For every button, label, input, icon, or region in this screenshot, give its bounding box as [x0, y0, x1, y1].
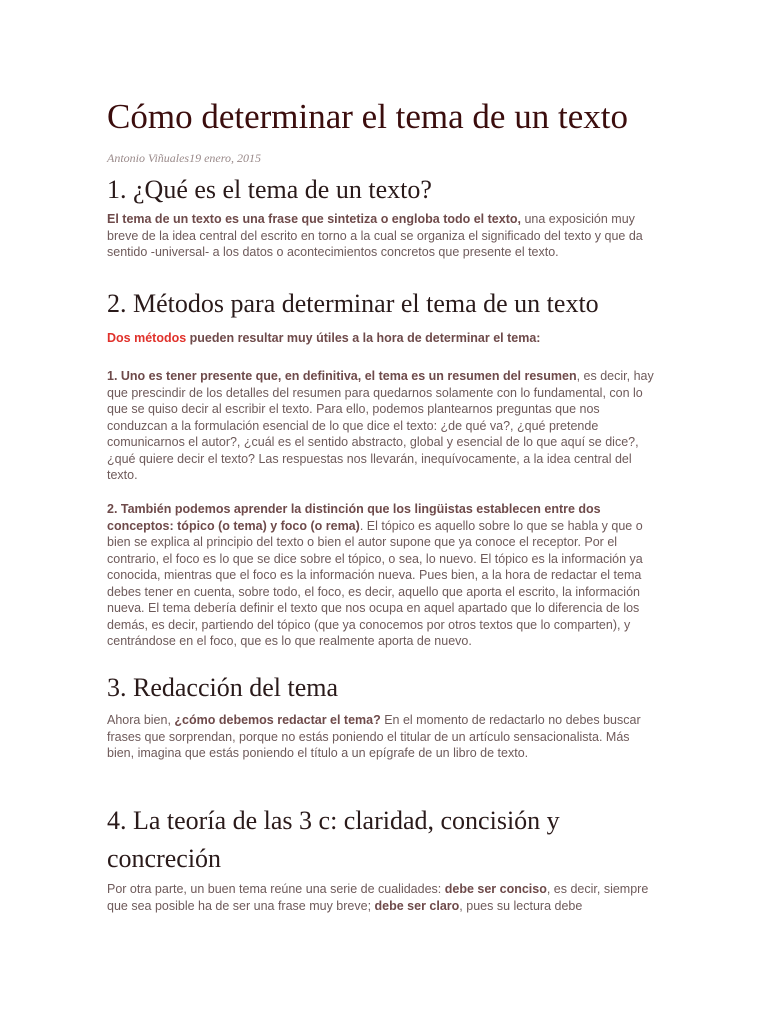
paragraph-bold: ¿cómo debemos redactar el tema? — [174, 713, 381, 727]
paragraph-pre: Por otra parte, un buen tema reúne una serie de cualidades: — [107, 882, 445, 896]
section-2-intro — [107, 330, 659, 347]
paragraph-pre: Ahora bien, — [107, 713, 175, 727]
paragraph-bold: El tema de un texto es una frase que sintetiza o engloba todo el texto, — [107, 212, 521, 226]
paragraph-mid: , es decir, siempre que sea posible ha de ser una frase muy breve; — [107, 882, 649, 913]
paragraph-text: , pues su lectura debe — [459, 898, 583, 913]
byline — [107, 150, 261, 166]
paragraph-bold: debe ser conciso — [444, 882, 547, 896]
method-1-paragraph — [107, 368, 659, 484]
section-3-paragraph — [107, 712, 659, 762]
section-heading-1: 1. ¿Qué es el tema de un texto? — [107, 175, 432, 204]
intro-bold: pueden resultar muy útiles a la hora de determinar el tema: — [186, 331, 541, 345]
page-title: Cómo determinar el tema de un texto — [107, 97, 628, 136]
section-1-paragraph — [107, 211, 659, 261]
section-heading-4: 4. La teoría de las 3 c: claridad, concisión y concreción — [107, 806, 560, 873]
paragraph-bold: 2. También podemos aprender la distinción que los lingüistas establecen entre dos conceptos: tópico (o tema) y foco (o rema) — [107, 502, 601, 533]
section-heading-2: 2. Métodos para determinar el tema de un texto — [107, 289, 599, 318]
paragraph-bold: 1. Uno es tener presente que, en definitiva, el tema es un resumen del resumen — [107, 369, 577, 383]
section-4-paragraph — [107, 881, 659, 914]
paragraph-text: En el momento de redactarlo no debes buscar frases que sorprendan, porque no estás poniendo el titular de un artículo sensacionalista. Más bien, imagina que estás poniendo el título a un epígrafe de un libro de texto. — [107, 713, 641, 760]
paragraph-text: . El tópico es aquello sobre lo que se habla y que o bien se explica al principio del texto o bien el autor supone que ya conoce el receptor. Por el contrario, el foco es lo que se dice sobre el tópico, o sea, lo nuevo. El tópico es la información ya conocida, mientras que el foco es la información nueva. Pues bien, a la hora de redactar el tema debes tener en cuenta, sobre todo, el foco, es decir, aquello que aporta el escrito, la información nueva. El tema debería definir el texto que nos ocupa en aquel apartado que lo diferencia de los demás, es decir, partiendo del tópico (que ya conocemos por otros textos que lo comparten), y centrándose en el foco, que es lo que realmente aporta de nuevo. — [107, 518, 643, 648]
paragraph-text: una exposición muy breve de la idea central del escrito en torno a la cual se organiza el significado del texto y que da sentido -universal- a los datos o acontecimientos concretos que presente el texto. — [107, 212, 643, 259]
intro-highlight: Dos métodos — [107, 331, 187, 345]
paragraph-text: , es decir, hay que prescindir de los detalles del resumen para quedarnos solamente con lo fundamental, con lo que se quiso decir al escribir el texto. Para ello, podemos plantearnos preguntas que nos conduzcan a la formulación esencial de lo que dice el texto: ¿de qué va?, ¿qué pretende comunicarnos el autor?, ¿cuál es el sentido abstracto, global y esencial de lo que aquí se dice?, ¿qué quiere decir el texto? Las respuestas nos llevarán, inequívocamente, a la idea central del texto. — [107, 369, 654, 482]
author-link[interactable]: Antonio Viñuales — [107, 151, 190, 165]
paragraph-bold-2: debe ser claro — [374, 898, 460, 913]
section-heading-3: 3. Redacción del tema — [107, 673, 339, 702]
method-2-paragraph — [107, 501, 659, 650]
post-date: 19 enero, 2015 — [189, 151, 261, 165]
